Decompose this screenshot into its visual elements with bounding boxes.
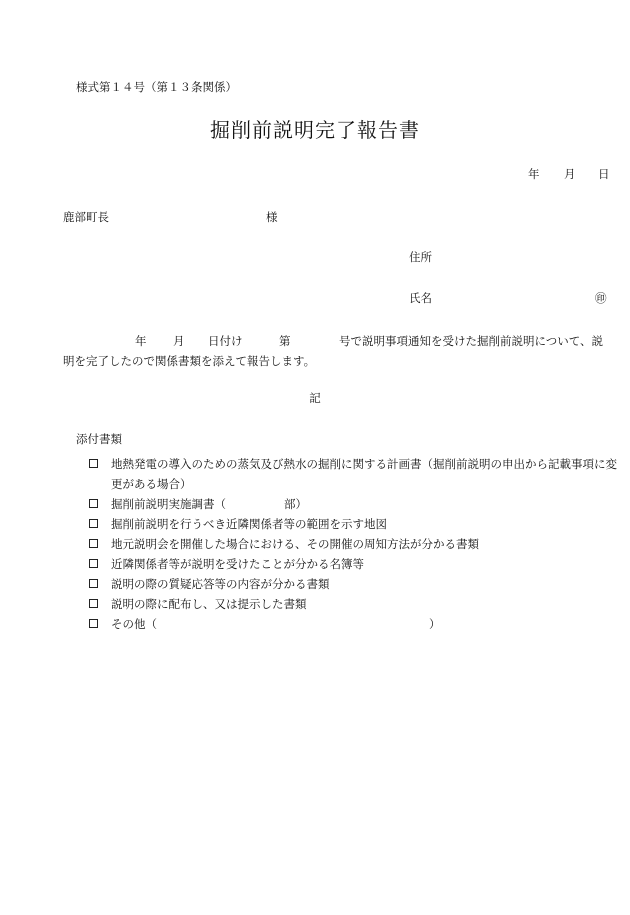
body-dated: 日付け: [208, 334, 243, 348]
report-body: [63, 331, 609, 371]
attachment-item: [89, 494, 619, 514]
checkbox-icon[interactable]: [89, 579, 98, 588]
honorific: 様: [266, 210, 278, 224]
attachment-text: 掘削前説明を行うべき近隣関係者等の範囲を示す地図: [111, 517, 387, 531]
attachment-text: 説明の際の質疑応答等の内容が分かる書類: [111, 577, 330, 591]
checkbox-icon[interactable]: [89, 519, 98, 528]
attachment-list: [89, 454, 619, 634]
attachment-item: [89, 594, 619, 614]
date-day-label: 日: [598, 167, 610, 181]
address-label: 住所: [409, 250, 432, 264]
attachment-text: 地熱発電の導入のための蒸気及び熱水の掘削に関する計画書（掘削前説明の申出から記載事項に変更がある場合）: [111, 457, 617, 491]
attachment-item: [89, 514, 619, 534]
body-month: 月: [173, 334, 185, 348]
body-line1-rest: 号で説明事項通知を受けた掘削前説明について、説: [339, 334, 604, 348]
checkbox-icon[interactable]: [89, 619, 98, 628]
form-number: 様式第１４号（第１３条関係）: [76, 80, 237, 94]
checkbox-icon[interactable]: [89, 559, 98, 568]
body-dai: 第: [279, 334, 291, 348]
attachment-item: [89, 574, 619, 594]
ki-heading: 記: [309, 391, 321, 405]
date-year-label: 年: [528, 167, 540, 181]
attachments-title: 添付書類: [76, 432, 122, 446]
attachment-item: [89, 534, 619, 554]
checkbox-icon[interactable]: [89, 599, 98, 608]
attachment-suffix: ）: [429, 617, 441, 631]
body-line-2: 明を完了したので関係書類を添えて報告します。: [63, 354, 316, 368]
attachment-text: 掘削前説明実施調書（: [111, 497, 226, 511]
addressee: 鹿部町長: [63, 210, 109, 224]
date-month-label: 月: [564, 167, 576, 181]
checkbox-icon[interactable]: [89, 499, 98, 508]
attachment-suffix: 部）: [284, 497, 307, 511]
seal-mark: ㊞: [595, 291, 607, 305]
checkbox-icon[interactable]: [89, 539, 98, 548]
body-year: 年: [135, 334, 147, 348]
attachment-text: 地元説明会を開催した場合における、その開催の周知方法が分かる書類: [111, 537, 479, 551]
body-line-1: [63, 331, 609, 351]
attachment-item: [89, 554, 619, 574]
document-title: 掘削前説明完了報告書: [210, 118, 420, 142]
attachment-item: [89, 614, 619, 634]
attachment-text: 説明の際に配布し、又は提示した書類: [111, 597, 307, 611]
name-label: 氏名: [409, 291, 432, 305]
attachment-text: 近隣関係者等が説明を受けたことが分かる名簿等: [111, 557, 364, 571]
attachment-item: [89, 454, 619, 494]
attachment-text: その他（: [111, 617, 157, 631]
checkbox-icon[interactable]: [89, 459, 98, 468]
